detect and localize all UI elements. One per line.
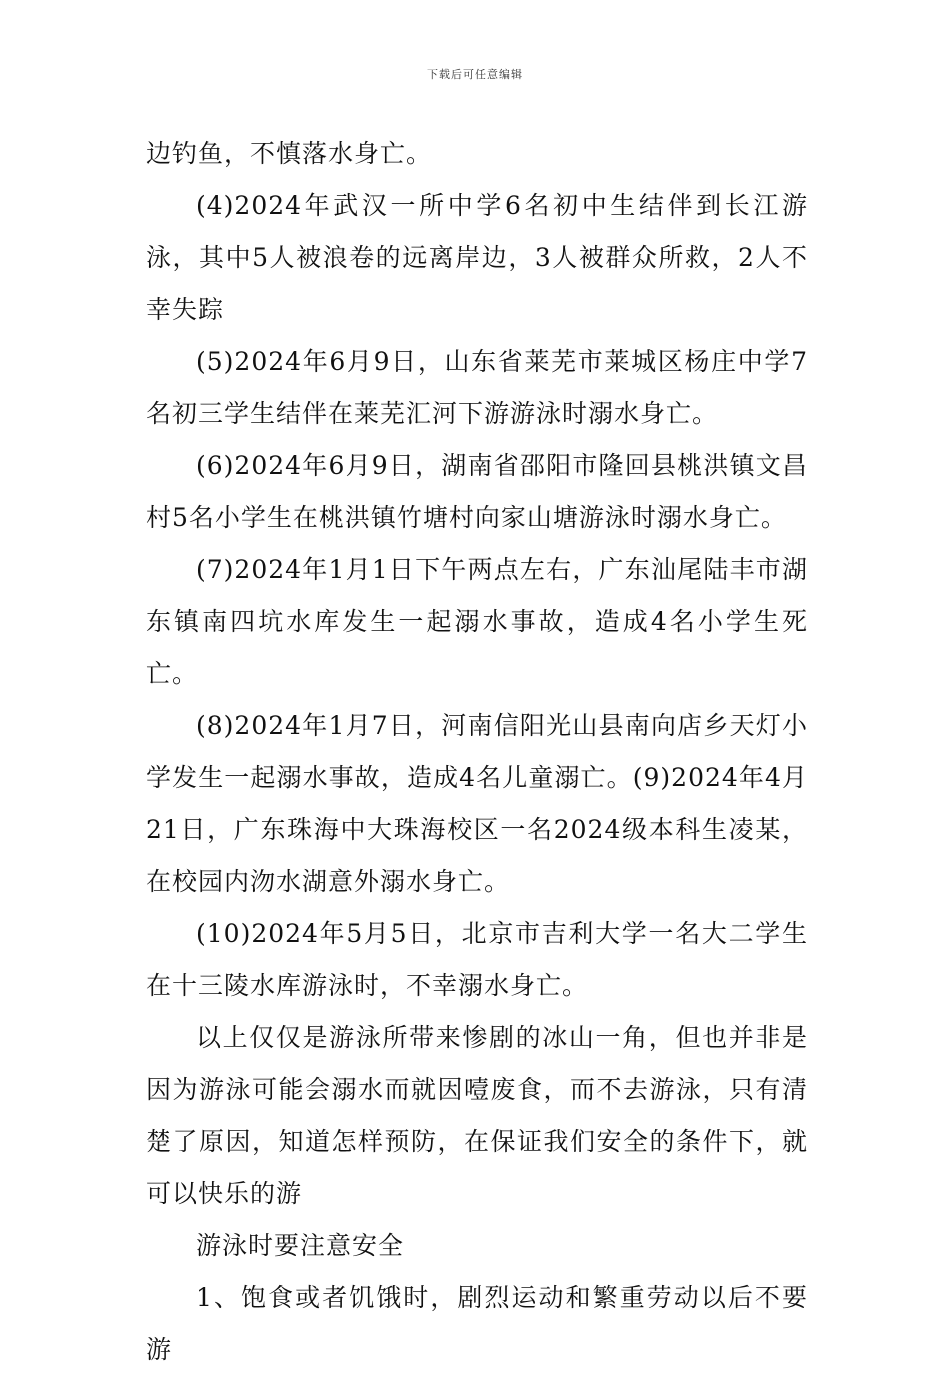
document-body: [146, 128, 808, 1376]
paragraph: 边钓鱼，不慎落水身亡。: [146, 139, 433, 168]
paragraph: (7)2024年1月1日下午两点左右，广东汕尾陆丰市湖东镇南四坑水库发生一起溺水事故，造成4名小学生死亡。: [146, 555, 808, 688]
paragraph: 1、饱食或者饥饿时，剧烈运动和繁重劳动以后不要游: [146, 1283, 808, 1364]
paragraph: 以上仅仅是游泳所带来惨剧的冰山一角，但也并非是因为游泳可能会溺水而就因噎废食，而不去游泳，只有清楚了原因，知道怎样预防，在保证我们安全的条件下，就可以快乐的游: [146, 1023, 808, 1208]
paragraph: (6)2024年6月9日，湖南省邵阳市隆回县桃洪镇文昌村5名小学生在桃洪镇竹塘村向家山塘游泳时溺水身亡。: [146, 451, 808, 532]
paragraph: (4)2024年武汉一所中学6名初中生结伴到长江游泳，其中5人被浪卷的远离岸边，3人被群众所救，2人不幸失踪: [146, 191, 808, 324]
paragraph: (5)2024年6月9日，山东省莱芜市莱城区杨庄中学7名初三学生结伴在莱芜汇河下游游泳时溺水身亡。: [146, 347, 808, 428]
section-heading: 游泳时要注意安全: [196, 1231, 405, 1260]
page-header: 下载后可任意编辑: [427, 68, 523, 81]
paragraph: (10)2024年5月5日，北京市吉利大学一名大二学生在十三陵水库游泳时，不幸溺水身亡。: [146, 919, 808, 1000]
paragraph: (8)2024年1月7日，河南信阳光山县南向店乡天灯小学发生一起溺水事故，造成4名儿童溺亡。(9)2024年4月21日，广东珠海中大珠海校区一名2024级本科生凌某，在校园内沕水湖意外溺水身亡。: [146, 711, 808, 896]
